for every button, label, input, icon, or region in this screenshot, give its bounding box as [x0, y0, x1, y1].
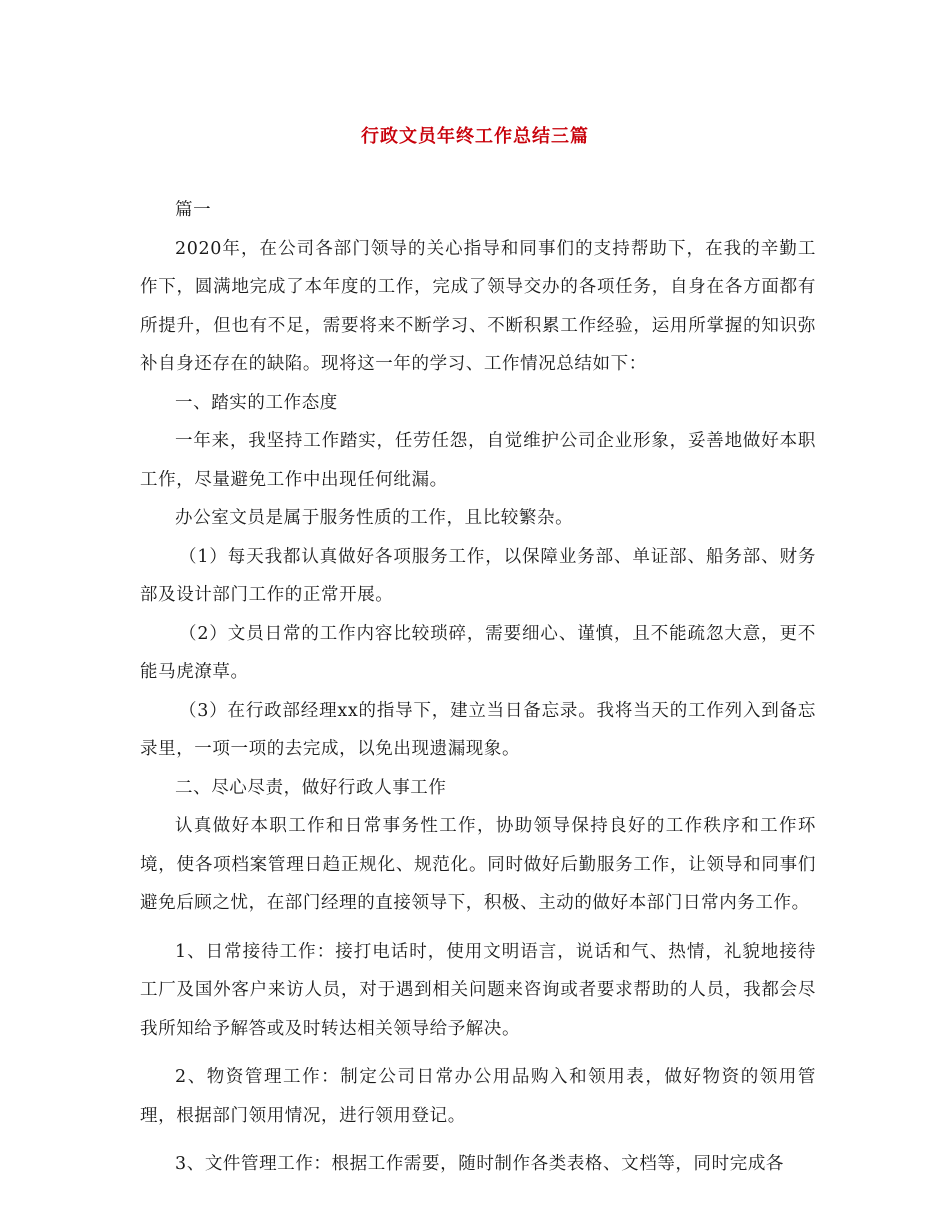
- paragraph: 一年来，我坚持工作踏实，任劳任怨，自觉维护公司企业形象，妥善地做好本职工作，尽量避免工作中出现任何纰漏。: [140, 431, 816, 490]
- paragraph: 2020年，在公司各部门领导的关心指导和同事们的支持帮助下，在我的辛勤工作下，圆满地完成了本年度的工作，完成了领导交办的各项任务，自身在各方面都有所提升，但也有不足，需要将来不断学习、不断积累工作经验，运用所掌握的知识弥补自身还存在的缺陷。现将这一年的学习、工作情况总结如下：: [140, 238, 816, 374]
- list-item: 3、文件管理工作：根据工作需要，随时制作各类表格、文档等，同时完成各: [175, 1154, 785, 1174]
- list-item: 2、物资管理工作：制定公司日常办公用品购入和领用表，做好物资的领用管理，根据部门领用情况，进行领用登记。: [140, 1067, 816, 1126]
- list-item: 1、日常接待工作：接打电话时，使用文明语言，说话和气、热情，礼貌地接待工厂及国外客户来访人员，对于遇到相关问题来咨询或者要求帮助的人员，我都会尽我所知给予解答或及时转达相关领导给予解决。: [140, 941, 816, 1039]
- list-item: （3）在行政部经理xx的指导下，建立当日备忘录。我将当天的工作列入到备忘录里，一项一项的去完成，以免出现遗漏现象。: [140, 700, 816, 759]
- section-heading: 一、踏实的工作态度: [175, 392, 338, 413]
- section-heading: 二、尽心尽责，做好行政人事工作: [175, 777, 447, 798]
- list-item: （2）文员日常的工作内容比较琐碎，需要细心、谨慎，且不能疏忽大意，更不能马虎潦草。: [140, 623, 816, 682]
- paragraph: 认真做好本职工作和日常事务性工作，协助领导保持良好的工作秩序和工作环境，使各项档案管理日趋正规化、规范化。同时做好后勤服务工作，让领导和同事们避免后顾之忧，在部门经理的直接领导下，积极、主动的做好本部门日常内务工作。: [140, 816, 816, 913]
- document-body: [140, 191, 816, 1184]
- list-item: （1）每天我都认真做好各项服务工作，以保障业务部、单证部、船务部、财务部及设计部门工作的正常开展。: [140, 546, 816, 605]
- document-title: 行政文员年终工作总结三篇: [361, 126, 589, 147]
- paragraph: 办公室文员是属于服务性质的工作，且比较繁杂。: [175, 508, 574, 528]
- section-label: 篇一: [175, 200, 212, 220]
